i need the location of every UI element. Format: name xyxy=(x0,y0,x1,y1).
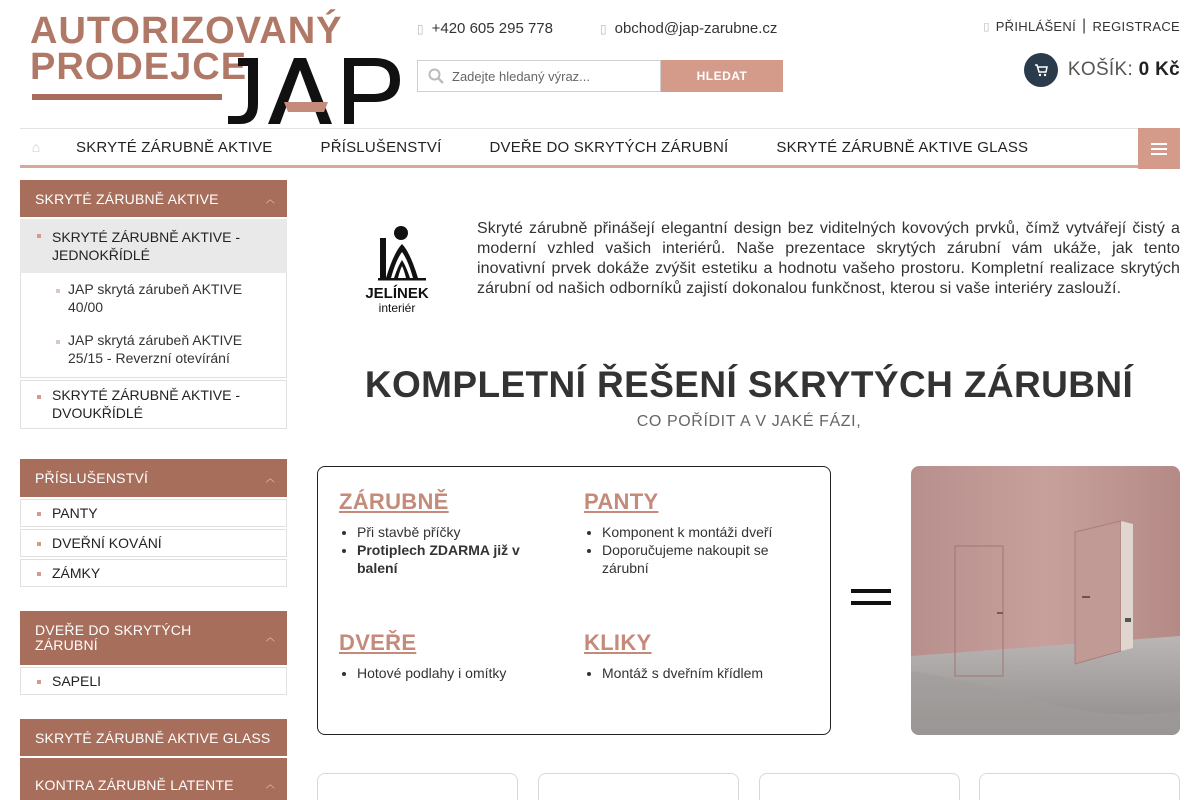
chevron-up-icon[interactable]: ︿ xyxy=(265,632,275,643)
nav-item-prislusenstvi[interactable]: PŘÍSLUŠENSTVÍ xyxy=(320,138,442,156)
search-icon xyxy=(428,68,444,84)
logo-line-2: PRODEJCE xyxy=(30,46,248,88)
phone-icon: ▯ xyxy=(417,21,424,36)
list-item: • Hotové podlahy i omítky xyxy=(357,664,559,682)
brand-logo[interactable] xyxy=(28,10,403,128)
solution-box xyxy=(317,466,831,735)
sidebar-category-aktive[interactable] xyxy=(20,180,287,217)
chevron-up-icon[interactable]: ︿ xyxy=(265,194,275,204)
home-icon[interactable]: ⌂ xyxy=(31,139,41,155)
feature-card[interactable] xyxy=(538,773,739,800)
nav-item-aktive-glass[interactable]: SKRYTÉ ZÁRUBNĚ AKTIVE GLASS xyxy=(776,138,1029,156)
search-field[interactable] xyxy=(417,60,661,92)
list-item xyxy=(357,541,559,577)
sidebar-subitem-aktive-40-00[interactable]: JAP skrytá zárubeň AKTIVE 40/00 xyxy=(20,273,287,324)
list-item: • Komponent k montáži dveří xyxy=(602,523,804,541)
logo-bar xyxy=(32,94,222,100)
sidebar-item-panty[interactable]: PANTY xyxy=(20,499,287,527)
block-title-link[interactable]: DVEŘE xyxy=(339,630,417,655)
sidebar xyxy=(20,180,287,800)
block-title-link[interactable]: PANTY xyxy=(584,489,659,514)
door-photo xyxy=(911,466,1180,735)
account-links xyxy=(983,17,1180,35)
account-separator: | xyxy=(1082,17,1087,34)
logo-line-1: AUTORIZOVANÝ xyxy=(30,10,343,52)
search-button[interactable]: HLEDAT xyxy=(661,60,783,92)
solution-block-dvere xyxy=(339,630,559,682)
logo-jap-mark xyxy=(224,54,402,128)
cart-label: KOŠÍK: xyxy=(1067,59,1134,80)
jelinek-logo-sub: interiér xyxy=(378,301,416,314)
block-title-link[interactable]: ZÁRUBNĚ xyxy=(339,489,449,514)
sidebar-category-dvere[interactable] xyxy=(20,611,287,665)
feature-card[interactable] xyxy=(979,773,1180,800)
jelinek-logo xyxy=(352,222,442,319)
contact-email[interactable] xyxy=(600,20,777,37)
solution-block-panty xyxy=(584,489,804,577)
sidebar-category-label: DVEŘE DO SKRYTÝCH ZÁRUBNÍ xyxy=(35,622,192,653)
feature-card[interactable] xyxy=(317,773,518,800)
contact-phone[interactable] xyxy=(417,20,553,37)
solution-block-kliky xyxy=(584,630,804,682)
sidebar-category-label: KONTRA ZÁRUBNĚ LATENTE xyxy=(35,776,234,793)
nav-item-dvere[interactable]: DVEŘE DO SKRYTÝCH ZÁRUBNÍ xyxy=(489,138,729,156)
main-navigation xyxy=(20,128,1180,168)
sidebar-category-prislusenstvi[interactable] xyxy=(20,459,287,497)
page-subtitle: CO POŘÍDIT A V JAKÉ FÁZI, xyxy=(636,413,862,430)
equals-icon xyxy=(851,589,891,609)
feature-card[interactable] xyxy=(759,773,960,800)
door-photo-image xyxy=(911,466,1180,735)
search-bar xyxy=(417,60,783,92)
cart[interactable] xyxy=(1024,53,1180,87)
intro-text: Skryté zárubně přinášejí elegantní design bez viditelných kovových prvků, čímž vytvářejí čistý a moderní vzhled vašich interiérů. Naše prezentace skrytých zárubní vám ukáže, jak tento inovativní prvek dokáže zvýšit estetiku a hodnotu vašeho prostoru. Kompletní realizace skrytých zárubní od našich odborníků zajistí dokonalou funkčnost, kterou si vaše interiéry zaslouží. xyxy=(477,220,1180,297)
list-item: • Při stavbě příčky xyxy=(357,523,559,541)
chevron-up-icon[interactable]: ︿ xyxy=(265,779,275,790)
sidebar-item-dverni-kovani[interactable]: DVEŘNÍ KOVÁNÍ xyxy=(20,529,287,557)
solution-block-zarubne xyxy=(339,489,559,577)
block-title-link[interactable]: KLIKY xyxy=(584,630,652,655)
cart-icon[interactable] xyxy=(1024,53,1058,87)
page-title: KOMPLETNÍ ŘEŠENÍ SKRYTÝCH ZÁRUBNÍ xyxy=(364,364,1134,405)
chevron-up-icon[interactable]: ︿ xyxy=(265,473,275,484)
sidebar-category-label: SKRYTÉ ZÁRUBNĚ AKTIVE xyxy=(35,190,219,207)
login-link[interactable]: PŘIHLÁŠENÍ xyxy=(995,18,1077,34)
sidebar-subitem-aktive-25-15[interactable]: JAP skrytá zárubeň AKTIVE 25/15 - Reverzní otevírání xyxy=(20,324,287,378)
list-item-bold: Protiplech ZDARMA již v balení xyxy=(357,542,520,576)
sidebar-category-label: PŘÍSLUŠENSTVÍ xyxy=(35,470,149,486)
feature-cards xyxy=(317,773,1180,800)
cart-summary xyxy=(1068,59,1180,81)
hamburger-menu-icon[interactable] xyxy=(1138,128,1180,169)
phone-number: +420 605 295 778 xyxy=(431,20,553,37)
jelinek-logo-mark xyxy=(352,222,442,314)
search-input[interactable] xyxy=(452,69,652,84)
email-icon: ▯ xyxy=(600,21,607,36)
sidebar-item-zamky[interactable]: ZÁMKY xyxy=(20,559,287,587)
sidebar-item-sapeli[interactable]: SAPELI xyxy=(20,667,287,695)
nav-item-skryte-zarubne-aktive[interactable]: SKRYTÉ ZÁRUBNĚ AKTIVE xyxy=(76,138,273,156)
email-address: obchod@jap-zarubne.cz xyxy=(614,20,778,37)
sidebar-item-jednokridle[interactable]: SKRYTÉ ZÁRUBNĚ AKTIVE - JEDNOKŘÍDLÉ xyxy=(20,219,287,273)
sidebar-category-latente[interactable] xyxy=(20,758,287,800)
sidebar-category-aktive-glass[interactable] xyxy=(20,719,287,756)
list-item: • Doporučujeme nakoupit se zárubní xyxy=(602,541,804,577)
list-item: • Montáž s dveřním křídlem xyxy=(602,664,804,682)
sidebar-category-label: SKRYTÉ ZÁRUBNĚ AKTIVE GLASS xyxy=(35,729,271,746)
cart-price: 0 Kč xyxy=(1138,59,1180,80)
user-icon: ▯ xyxy=(983,20,990,33)
sidebar-item-dvoukridle[interactable]: SKRYTÉ ZÁRUBNĚ AKTIVE - DVOUKŘÍDLÉ xyxy=(20,380,287,429)
register-link[interactable]: REGISTRACE xyxy=(1092,18,1180,34)
jelinek-logo-name: JELÍNEK xyxy=(365,285,429,302)
